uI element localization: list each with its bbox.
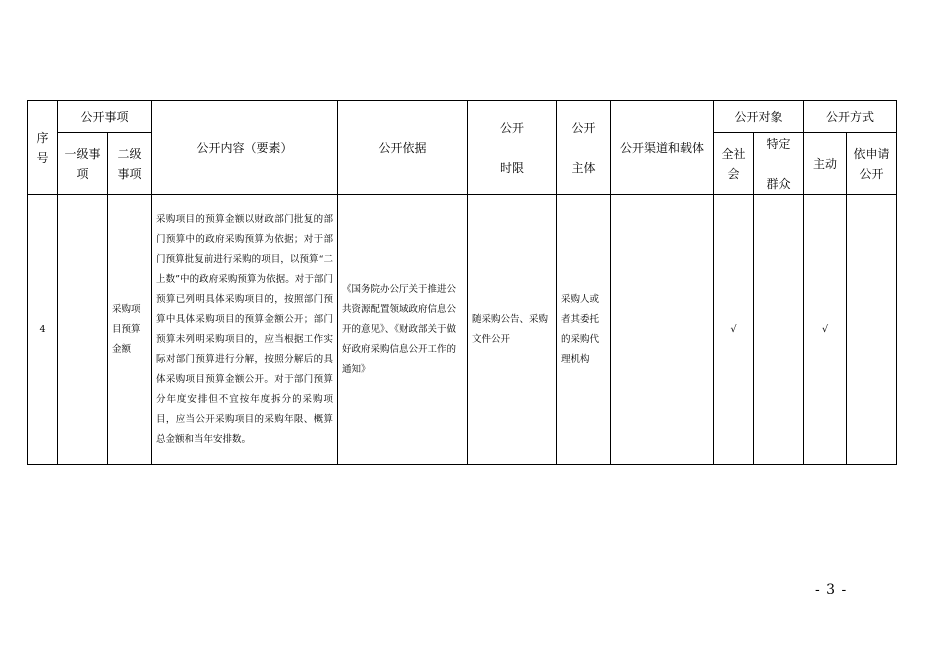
cell-level2: 采购项 目预算 金额 [108,195,152,465]
header-basis: 公开依据 [338,101,468,195]
header-whole-society: 全社 会 [714,133,754,195]
header-target: 公开对象 [714,101,804,133]
header-specific-group: 特定 群众 [754,133,804,195]
header-content: 公开内容（要素） [152,101,338,195]
disclosure-table-sheet [27,100,897,465]
cell-whole-society-check: √ [714,195,754,465]
cell-content: 采购项目的预算金额以财政部门批复的部门预算中的政府采购预算为依据；对于部门预算批复前进行采购的项目，以预算“二上数”中的政府采购预算为依据。对于部门预算已列明具体采购项目的，按照部门预算中具体采购项目的预算金额公开；部门预算未列明采购项目的，应当根据工作实际对部门预算进行分解，按照分解后的具体采购项目预算金额公开。对于部门预算分年度安排但不宜按年度拆分的采购项目，应当公开采购项目的采购年限、概算总金额和当年安排数。 [152,195,338,465]
table-row [28,195,897,465]
header-level2: 二级 事项 [108,133,152,195]
header-level1: 一级事 项 [58,133,108,195]
header-matters: 公开事项 [58,101,152,133]
header-subject: 公开 主体 [557,101,611,195]
cell-channel [611,195,714,465]
header-active: 主动 [804,133,847,195]
header-time: 公开 时限 [468,101,557,195]
cell-on-request [847,195,897,465]
cell-level1 [58,195,108,465]
header-row-1 [28,101,897,133]
cell-time: 随采购公告、采购文件公开 [468,195,557,465]
header-channel: 公开渠道和载体 [611,101,714,195]
header-seq: 序 号 [28,101,58,195]
header-on-request: 依申请 公开 [847,133,897,195]
cell-specific-group [754,195,804,465]
cell-subject: 采购人或 者其委托 的采购代 理机构 [557,195,611,465]
header-method: 公开方式 [804,101,897,133]
cell-seq: 4 [28,195,58,465]
disclosure-table [27,100,897,465]
cell-basis: 《国务院办公厅关于推进公共资源配置领域政府信息公开的意见》、《财政部关于做好政府采购信息公开工作的通知》 [338,195,468,465]
page-number: - 3 - [815,582,848,598]
cell-active-check: √ [804,195,847,465]
